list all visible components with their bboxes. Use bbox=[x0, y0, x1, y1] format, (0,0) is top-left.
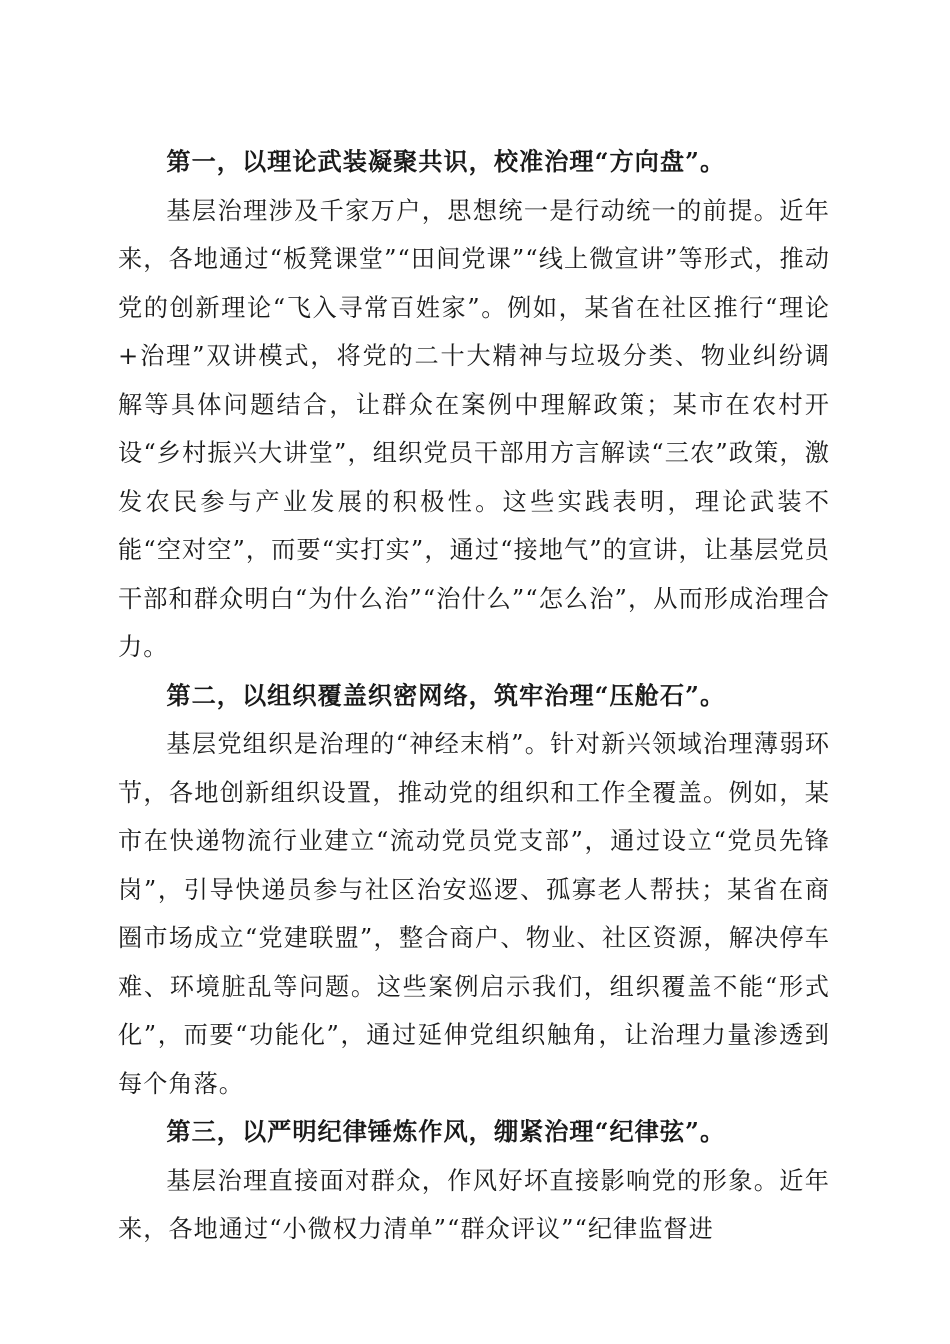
section-heading-2: 第二，以组织覆盖织密网络，筑牢治理“压舱石”。 bbox=[166, 680, 726, 710]
section-heading-3: 第三，以严明纪律锤炼作风，绷紧治理“纪律弦”。 bbox=[166, 1117, 726, 1146]
body-paragraph-2: 基层党组织是治理的“神经末梢”。针对新兴领域治理薄弱环节，各地创新组织设置，推动党的组织和工作全覆盖。例如，某市在快递物流行业建立“流动党员党支部”，通过设立“党员先锋岗”，引导快递员参与社区治安巡逻、孤寡老人帮扶；某省在商圈市场成立“党建联盟”，整合商户、物业、社区资源，解决停车难、环境脏乱等问题。这些案例启示我们，组织覆盖不能“形式化”，而要“功能化”，通过延伸党组织触角，让治理力量渗透到每个角落。 bbox=[118, 730, 830, 1098]
document-page bbox=[118, 138, 830, 1254]
section-heading-1: 第一，以理论武装凝聚共识，校准治理“方向盘”。 bbox=[166, 147, 726, 176]
body-paragraph-3: 基层治理直接面对群众，作风好坏直接影响党的形象。近年来，各地通过“小微权力清单”“群众评议”“纪律监督进 bbox=[118, 1166, 830, 1243]
body-paragraph-1: 基层治理涉及千家万户，思想统一是行动统一的前提。近年来，各地通过“板凳课堂”“田间党课”“线上微宣讲”等形式，推动党的创新理论“飞入寻常百姓家”。例如，某省在社区推行“理论+治理”双讲模式，将党的二十大精神与垃圾分类、物业纠纷调解等具体问题结合，让群众在案例中理解政策；某市在农村开设“乡村振兴大讲堂”，组织党员干部用方言解读“三农”政策，激发农民参与产业发展的积极性。这些实践表明，理论武装不能“空对空”，而要“实打实”，通过“接地气”的宣讲，让基层党员干部和群众明白“为什么治”“治什么”“怎么治”，从而形成治理合力。 bbox=[118, 196, 830, 661]
